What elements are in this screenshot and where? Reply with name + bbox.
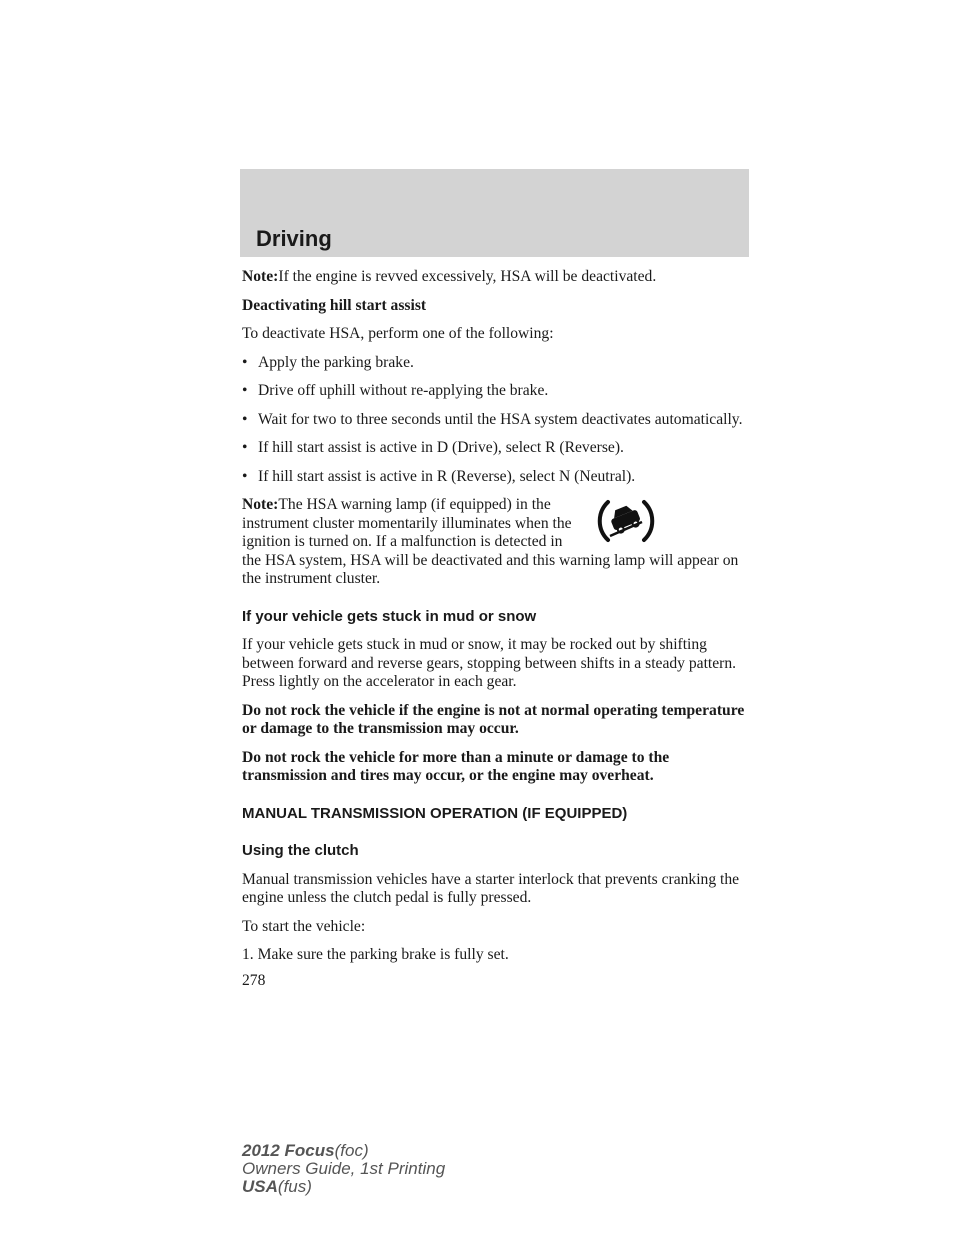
list-item-text: If hill start assist is active in D (Drive), select R (Reverse). — [258, 439, 624, 456]
bullet-icon: • — [242, 467, 248, 485]
footer-market: USA — [242, 1177, 278, 1196]
list-item-text: If hill start assist is active in R (Reverse), select N (Neutral). — [258, 467, 636, 485]
footer-model-code: (foc) — [334, 1141, 369, 1160]
list-item-text: Wait for two to three seconds until the HSA system deactivates automatically. — [258, 410, 743, 428]
note-label: Note: — [242, 268, 279, 285]
footer-printing: Owners Guide, 1st Printing — [242, 1159, 446, 1178]
note-text: The HSA warning lamp (if equipped) in the instrument cluster momentarily illuminates when the ignition is turned on. If a malfunction is detected in the HSA system, HSA will be deactivated and this warning lamp will appear on the instrument cluster. — [242, 496, 739, 587]
warning-text: Do not rock the vehicle for more than a minute or damage to the transmission and tires may occur, or the engine may overheat. — [242, 748, 670, 784]
bullet-icon: • — [242, 410, 248, 428]
bullet-icon: • — [242, 353, 248, 371]
list-item — [242, 468, 750, 487]
footer-market-code: (fus) — [277, 1177, 312, 1196]
step-item: 1. Make sure the parking brake is fully set. — [242, 946, 509, 963]
deactivate-intro: To deactivate HSA, perform one of the following: — [242, 325, 554, 342]
warning-text: Do not rock the vehicle if the engine is not at normal operating temperature or damage to the transmission may occur. — [242, 701, 745, 737]
manual-transmission-heading: MANUAL TRANSMISSION OPERATION (IF EQUIPPED) — [242, 804, 628, 822]
start-intro: To start the vehicle: — [242, 917, 366, 935]
list-item — [242, 354, 750, 373]
clutch-text: Manual transmission vehicles have a starter interlock that prevents cranking the engine unless the clutch pedal is fully pressed. — [242, 870, 740, 906]
note-text: If the engine is revved excessively, HSA will be deactivated. — [278, 268, 657, 285]
list-item — [242, 411, 750, 430]
stuck-text: If your vehicle gets stuck in mud or snow, it may be rocked out by shifting between forward and reverse gears, stopping between shifts in a steady pattern. Press lightly on the accelerator in each gear. — [242, 636, 737, 690]
deactivate-heading: Deactivating hill start assist — [242, 296, 427, 314]
note-rev — [242, 268, 750, 287]
note-label: Note: — [242, 496, 279, 513]
bullet-icon: • — [242, 382, 248, 399]
document-footer — [242, 1142, 445, 1196]
page-number: 278 — [242, 972, 266, 989]
list-item — [242, 439, 750, 458]
list-item-text: Apply the parking brake. — [258, 353, 414, 371]
footer-model: 2012 Focus — [242, 1141, 335, 1160]
bullet-icon: • — [242, 439, 248, 456]
stuck-heading: If your vehicle gets stuck in mud or snow — [242, 607, 537, 625]
note-warning-lamp — [242, 496, 750, 589]
list-item-text: Drive off uphill without re-applying the brake. — [258, 382, 549, 399]
hill-start-assist-warning-icon — [594, 496, 658, 546]
section-title: Driving — [256, 226, 332, 251]
clutch-heading: Using the clutch — [242, 842, 359, 859]
list-item — [242, 382, 750, 401]
page-content — [242, 268, 750, 975]
